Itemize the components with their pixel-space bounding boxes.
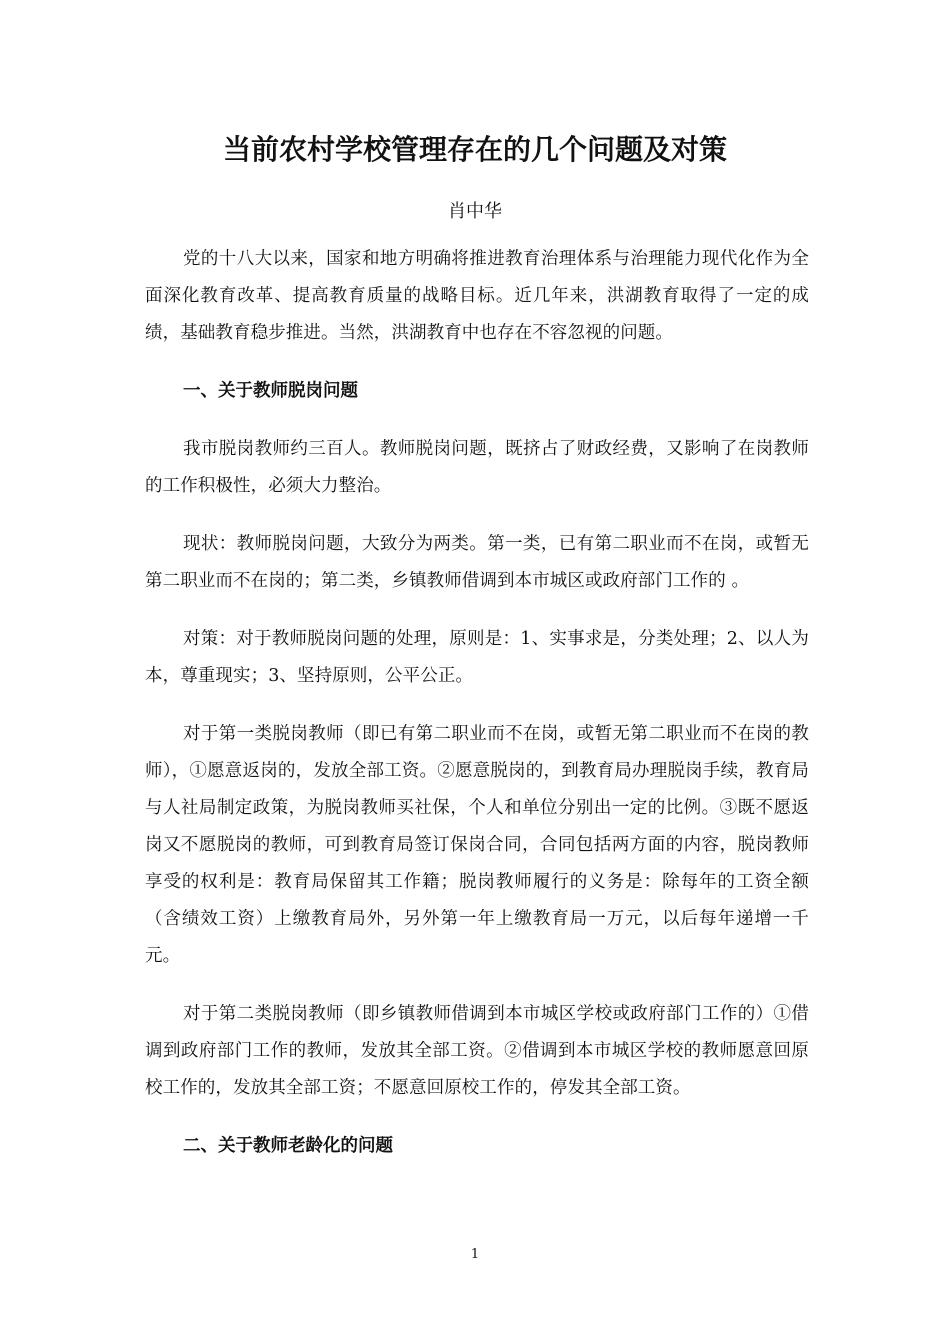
section-1-paragraph-5: 对于第二类脱岗教师（即乡镇教师借调到本市城区学校或政府部门工作的）①借调到政府部门工作的教师，发放其全部工资。②借调到本市城区学校的教师愿意回原校工作的，发放其全部工资；不愿意回原校工作的，停发其全部工资。: [145, 1004, 809, 1098]
document-title: 当前农村学校管理存在的几个问题及对策: [222, 133, 727, 166]
section-heading-1: 一、关于教师脱岗问题: [183, 381, 358, 401]
section-1-paragraph-3: 对策：对于教师脱岗问题的处理，原则是：1、实事求是，分类处理；2、以人为本，尊重现实；3、坚持原则，公平公正。: [145, 629, 809, 686]
page-number: 1: [470, 1247, 480, 1262]
section-heading-2: 二、关于教师老龄化的问题: [183, 1136, 393, 1156]
intro-paragraph: 党的十八大以来，国家和地方明确将推进教育治理体系与治理能力现代化作为全面深化教育改革、提高教育质量的战略目标。近几年来，洪湖教育取得了一定的成绩，基础教育稳步推进。当然，洪湖教育中也存在不容忽视的问题。: [145, 249, 809, 343]
section-1-paragraph-2: 现状：教师脱岗问题，大致分为两类。第一类，已有第二职业而不在岗，或暂无第二职业而不在岗的；第二类，乡镇教师借调到本市城区或政府部门工作的 。: [145, 534, 809, 591]
section-1-paragraph-1: 我市脱岗教师约三百人。教师脱岗问题，既挤占了财政经费，又影响了在岗教师的工作积极性，必须大力整治。: [145, 439, 809, 496]
author-name: 肖中华: [448, 201, 502, 222]
section-1-paragraph-4: 对于第一类脱岗教师（即已有第二职业而不在岗，或暂无第二职业而不在岗的教师），①愿意返岗的，发放全部工资。②愿意脱岗的，到教育局办理脱岗手续，教育局与人社局制定政策，为脱岗教师买社保，个人和单位分别出一定的比例。③既不愿返岗又不愿脱岗的教师，可到教育局签订保岗合同，合同包括两方面的内容，脱岗教师享受的权利是：教育局保留其工作籍；脱岗教师履行的义务是：除每年的工资全额（含绩效工资）上缴教育局外，另外第一年上缴教育局一万元，以后每年递增一千元。: [145, 724, 809, 966]
